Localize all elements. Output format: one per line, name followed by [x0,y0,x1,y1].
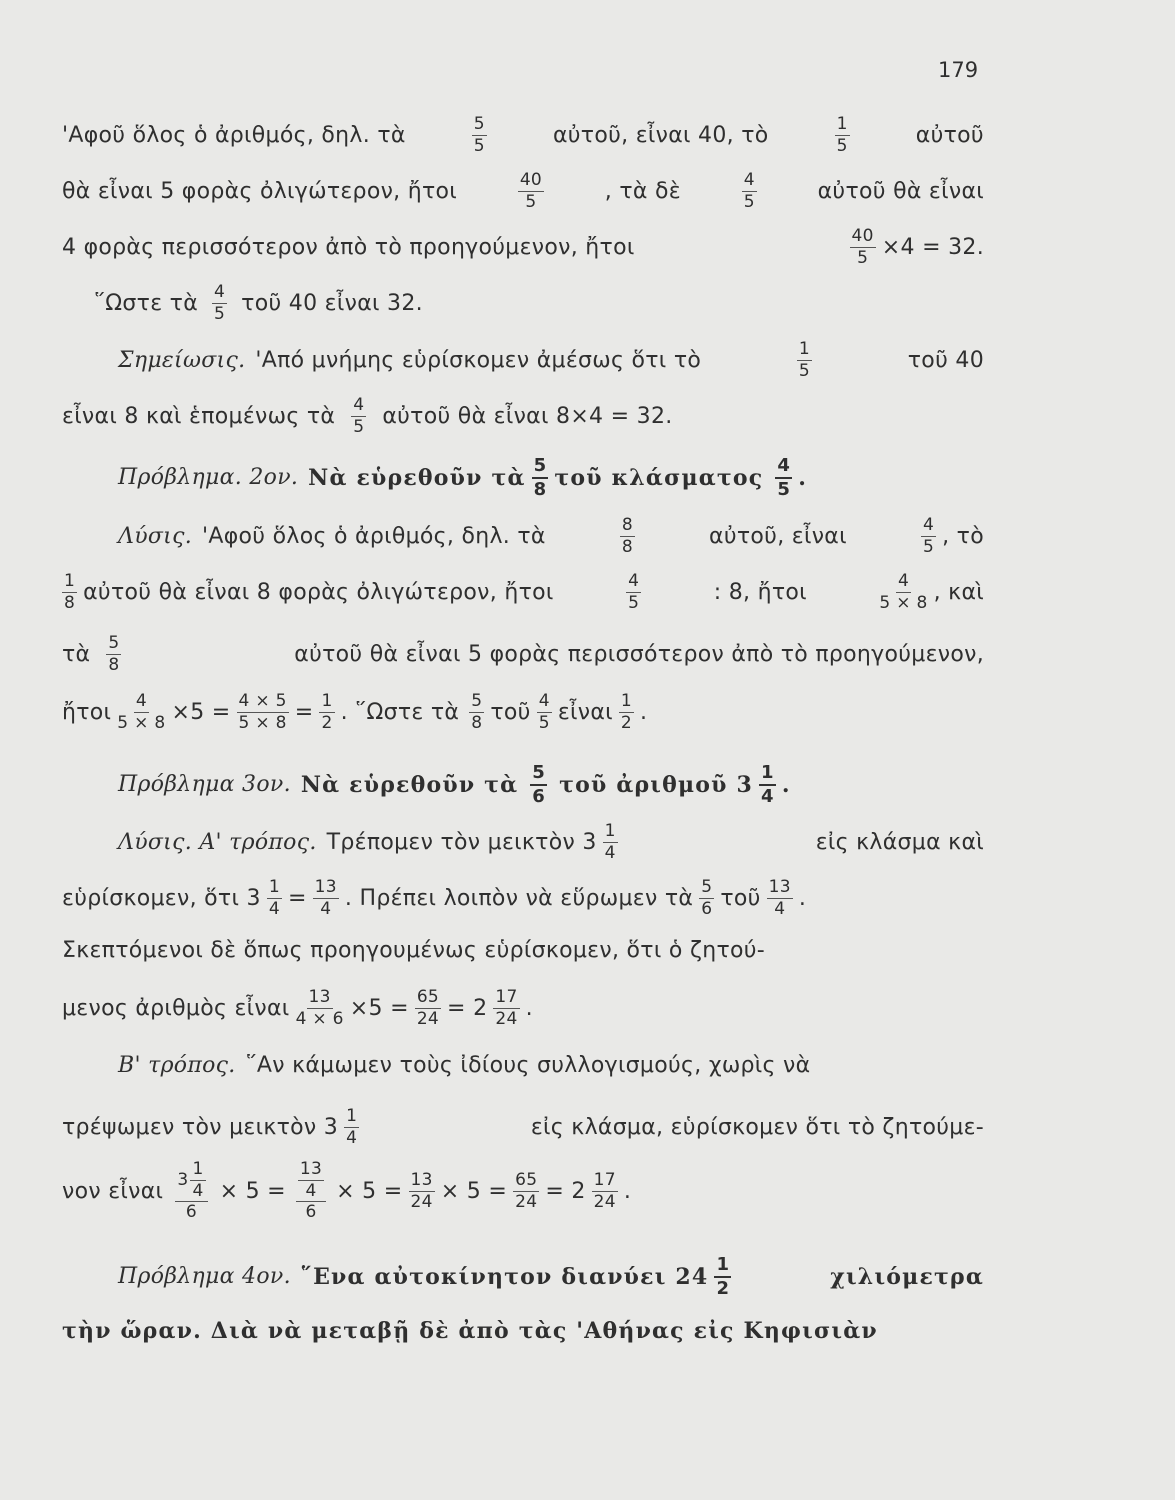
text: τρέψωμεν τὸν μεικτὸν 3 [62,1114,339,1140]
fraction: $\frac{1}{4}$ [268,877,280,919]
compound-fraction: 13 4 6 [296,1160,326,1222]
text: . Πρέπει λοιπὸν νὰ εὕρωμεν τὰ [344,885,694,911]
fraction: 17 24 [495,987,518,1029]
page-number: 179 [938,58,979,82]
text: τοῦ [720,885,761,911]
fraction: 4 5 [538,691,550,733]
text: τὰ [62,641,91,667]
bold-text: τὴν ὥραν. Διὰ νὰ μεταβῇ δὲ ἀπὸ τὰς 'Αθήνας εἰς Κηφισιὰν [62,1318,878,1344]
text: = 2 [447,995,488,1021]
text: , τὰ δὲ [604,178,681,204]
italic-label: Πρόβλημα 3ον. [118,772,291,798]
text: = [287,885,307,911]
fraction: 1 4 [346,1106,358,1148]
text: θὰ εἶναι 5 φορὰς ὀλιγώτερον, ἤτοι [62,178,458,204]
text: 'Αφοῦ ὅλος ὁ ἀριθμός, δηλ. τὰ [202,523,546,549]
fraction: 5 8 [533,455,547,500]
fraction: 5 8 [471,691,483,733]
text: αὐτοῦ θὰ εἶναι 5 φορὰς περισσότερον ἀπὸ τὸ προηγούμενον, [294,641,984,667]
bold-text: χιλιόμετρα [830,1263,984,1290]
text: Σκεπτόμενοι δὲ ὅπως προηγουμένως εὑρίσκομεν, ὅτι ὁ ζητού- [62,938,766,963]
fraction: $\frac{40}{5}$ [851,226,874,268]
fraction: $\frac{13}{4}$ [314,877,337,919]
text: αὐτοῦ θὰ εἶναι 8 φορὰς ὀλιγώτερον, ἤτοι [83,579,554,605]
text: εἶναι 8 καὶ ἑπομένως τὰ [62,403,336,429]
text: × 5 = [219,1178,286,1204]
compound-fraction: 3 1 4 6 [175,1160,207,1222]
text: ×5 = [349,995,409,1021]
text-line-8 [62,516,984,556]
text: τοῦ [490,699,531,725]
text: Τρέπομεν τὸν μεικτὸν 3 [326,829,597,855]
problem-4-heading [62,1255,984,1299]
problem-2-heading [62,456,984,500]
fraction: 4 5 × 8 [879,571,928,613]
fraction: 4 5 [628,571,640,613]
text-line-5 [62,340,984,380]
fraction: 5 6 [532,762,546,807]
text-line-1 [62,115,984,155]
italic-label: Β' τρόπος. [118,1053,236,1078]
text: . ῞Ωστε τὰ [340,699,460,725]
fraction: $\frac{13}{4 \times 6}$ [295,987,344,1029]
text: ῞Ωστε τὰ [94,290,199,316]
text-line-17 [62,1053,984,1078]
fraction: 1 2 [620,691,633,733]
text: τοῦ 40 εἶναι 32. [241,290,423,316]
bold-text: Νὰ εὑρεθοῦν τὰ [308,464,526,491]
text: εὑρίσκομεν, ὅτι 3 [62,885,261,911]
bold-text: τοῦ κλάσματος [554,464,764,491]
italic-label: Λύσις. [118,523,193,549]
fraction: 17 24 [593,1169,616,1212]
bold-text: τοῦ ἀριθμοῦ 3 [559,771,754,798]
fraction: 4 5 [922,515,935,557]
bold-text: . [798,464,808,491]
text-line-21 [62,1318,984,1344]
text: . [525,995,533,1021]
text: , τὸ [942,523,984,549]
text: νον εἶναι [62,1178,164,1204]
text-line-6 [62,396,984,436]
text: = 2 [545,1178,586,1204]
text-line-14 [62,878,984,918]
fraction: $\frac{65}{24}$ [416,987,440,1029]
fraction: 8 8 [621,515,633,557]
text: 'Από μνήμης εὑρίσκομεν ἀμέσως ὅτι τὸ [255,347,702,373]
text: : 8, ἤτοι [713,579,807,605]
text: . [798,885,807,911]
text-line-9 [62,572,984,612]
fraction: 5 8 [108,633,120,675]
italic-label: Πρόβλημα 4ον. [118,1264,291,1290]
fraction: 13 4 [768,877,791,919]
bold-text: . [781,771,791,798]
text: ×5 = [171,699,231,725]
fraction: 4 5 [214,282,226,324]
fraction: 1 5 [836,114,848,156]
bold-text: Νὰ εὑρεθοῦν τὰ [300,771,519,798]
fraction: 4 5 [353,395,365,437]
text: μενος ἀριθμὸς εἶναι [62,995,290,1021]
text-line-2 [62,171,984,211]
fraction: 1 5 [798,339,811,381]
problem-3-heading [62,763,984,807]
fraction: 1 8 [64,571,76,613]
text: αὐτοῦ, εἶναι 40, τὸ [552,122,769,148]
italic-label: Σημείωσις. [118,347,246,373]
text: εἶναι [557,699,613,725]
text: = [294,699,314,725]
text: ἤτοι [62,699,112,725]
text-line-18 [62,1107,984,1147]
fraction: 40 5 [519,170,543,212]
text: τοῦ 40 [907,347,984,373]
text: αὐτοῦ, εἶναι [709,523,847,549]
text: , καὶ [933,579,984,605]
italic-label: Πρόβλημα. 2ον. [118,465,299,491]
fraction: $\frac{4}{5 \times 8}$ [117,691,166,733]
text: × 5 = [336,1178,403,1204]
text-line-13 [62,822,984,862]
text: εἰς κλάσμα καὶ [815,829,984,855]
fraction: 4 5 [743,170,755,212]
text: εἰς κλάσμα, εὑρίσκομεν ὅτι τὸ ζητούμε- [530,1114,984,1140]
text: . [623,1178,632,1204]
text: 4 φορὰς περισσότερον ἀπὸ τὸ προηγούμενον, ἤτοι [62,234,635,260]
text: × 5 = [440,1178,508,1204]
italic-label: Λύσις. Α' τρόπος. [118,829,317,855]
text-line-10 [62,634,984,674]
fraction: $\frac{65}{24}$ [515,1169,538,1212]
text: αὐτοῦ [915,122,984,148]
text: αὐτοῦ θὰ εἶναι [817,178,984,204]
text-line-11 [62,692,984,732]
fraction: $\frac{1}{2}$ [321,691,333,733]
fraction: $\frac{13}{24}$ [410,1169,433,1212]
text: αὐτοῦ θὰ εἶναι 8×4 = 32. [382,403,673,429]
fraction: 1 4 [761,762,774,807]
text: . [640,699,648,725]
text-line-19 [62,1160,984,1222]
fraction: 5 5 [473,114,485,156]
fraction: $\frac{4 \times 5}{5 \times 8}$ [238,691,287,733]
text-line-4 [62,283,984,323]
text-line-3 [62,227,984,267]
text: ῞Αν κάμωμεν τοὺς ἰδίους συλλογισμούς, χωρὶς νὰ [245,1053,811,1078]
fraction: 1 2 [716,1254,730,1299]
text: ×4 = 32. [881,234,984,260]
fraction: 4 5 [777,455,791,500]
text-line-16 [62,988,984,1028]
fraction: 5 6 [701,877,713,919]
text: 'Αφοῦ ὅλος ὁ ἀριθμός, δηλ. τὰ [62,122,406,148]
text-line-15 [62,938,984,963]
bold-text: ῞Ενα αὐτοκίνητον διανύει 24 [300,1263,709,1290]
fraction: 1 4 [604,821,616,863]
